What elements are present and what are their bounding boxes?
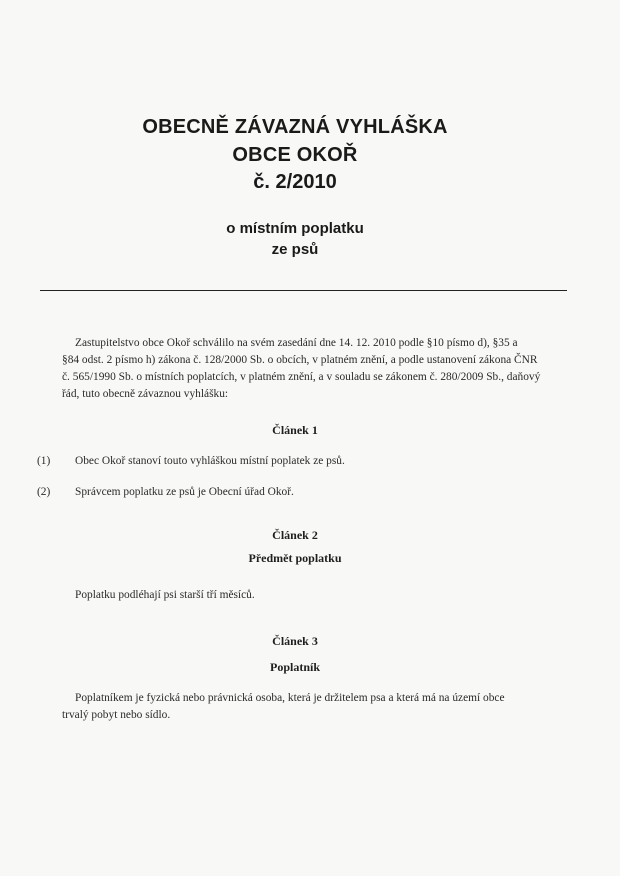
article2-heading: Článek 2	[272, 528, 318, 542]
article1-heading: Článek 1	[272, 423, 318, 437]
intro-paragraph	[62, 335, 552, 403]
document-title-line1: OBECNĚ ZÁVAZNÁ VYHLÁŠKA	[142, 116, 448, 138]
intro-line: Zastupitelstvo obce Okoř schválilo na svém zasedání dne 14. 12. 2010 podle §10 písmo d), §35 a	[75, 337, 518, 349]
intro-line: řád, tuto obecně závaznou vyhlášku:	[62, 388, 229, 400]
article3-paragraph	[62, 690, 552, 724]
document-subtitle-line2: ze psů	[271, 241, 319, 258]
document-title-line2: OBCE OKOŘ	[232, 144, 358, 166]
article3-subheading: Poplatník	[269, 660, 320, 674]
document-subtitle-line1: o místním poplatku	[226, 220, 364, 237]
item-number: (1)	[37, 455, 51, 467]
article3-heading: Článek 3	[272, 634, 318, 648]
item-number: (2)	[37, 486, 51, 498]
article2-text: Poplatku podléhají psi starší tří měsíců.	[75, 589, 255, 601]
intro-line: č. 565/1990 Sb. o místních poplatcích, v platném znění, a v souladu se zákonem č. 280/2009 Sb., daňový	[62, 371, 541, 383]
article3-line: trvalý pobyt nebo sídlo.	[62, 709, 171, 721]
horizontal-divider	[40, 290, 567, 291]
article3-line: Poplatníkem je fyzická nebo právnická osoba, která je držitelem psa a která má na území obce	[75, 692, 505, 704]
article2-subheading: Předmět poplatku	[248, 551, 342, 565]
item-text: Obec Okoř stanoví touto vyhláškou místní poplatek ze psů.	[75, 455, 345, 467]
intro-line: §84 odst. 2 písmo h) zákona č. 128/2000 Sb. o obcích, v platném znění, a podle ustanovení zákona ČNR	[62, 354, 538, 366]
document-number: č. 2/2010	[253, 171, 337, 193]
item-text: Správcem poplatku ze psů je Obecní úřad Okoř.	[75, 486, 294, 498]
